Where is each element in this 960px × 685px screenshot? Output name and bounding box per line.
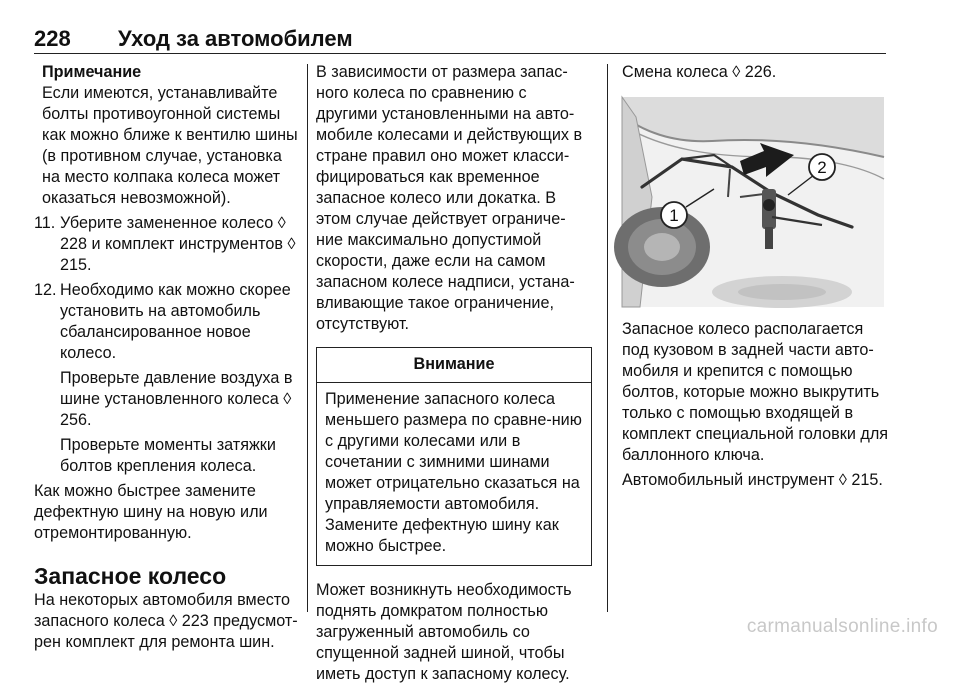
list-item-subtext: Проверьте моменты затяжки болтов крепления колеса.: [60, 436, 276, 475]
paragraph: Как можно быстрее замените дефектную шину на новую или отремонтированную.: [34, 482, 268, 542]
paragraph: На некоторых автомобиля вместо запасного колеса ◊ 223 предусмот-рен комплект для ремонта шин.: [34, 591, 298, 651]
paragraph: В зависимости от размера запас-ного колеса по сравнению с другими установленными на авто-мобиле колесами и действующих в стране правил оно может класси-фицироваться как временное запасное колесо или докатка. В этом случае действует ограниче-ние максимально допустимой скорости, даже если на самом запасном колесе надписи, устана-вливающие такое ограничение, отсутствуют.: [316, 63, 583, 333]
figure-callout: 2: [817, 158, 827, 177]
column-divider: [307, 64, 308, 612]
section-title: Запасное колесо: [34, 563, 227, 589]
warning-title: Внимание: [317, 348, 591, 383]
note-title: Примечание: [42, 63, 142, 81]
list-item: [34, 280, 298, 477]
paragraph: Запасное колесо располагается под кузовом в задней части авто-мобиля и крепится с помощью болтов, которые можно выкрутить только с помощью входящей в комплект специальной головки для баллонного ключа.: [622, 320, 889, 464]
list-item-number: 12.: [34, 281, 57, 299]
cross-reference: Смена колеса ◊ 226.: [622, 63, 777, 81]
watermark: carmanualsonline.info: [746, 616, 938, 637]
column-middle: [316, 62, 592, 685]
spare-wheel-figure: [622, 97, 884, 307]
list-item: [34, 213, 298, 276]
list-item-number: 11.: [34, 214, 56, 232]
page-number: 228: [34, 26, 71, 51]
chapter-title: Уход за автомобилем: [118, 26, 353, 51]
figure-callout: 1: [669, 206, 679, 225]
note-text: Если имеются, устанавливайте болты противоугонной системы как можно ближе к вентилю шины (в противном случае, установка на место колпака колеса может оказаться невозможной).: [42, 84, 298, 207]
list-item-text: Уберите замененное колесо ◊ 228 и комплект инструментов ◊ 215.: [60, 214, 296, 274]
column-right: [622, 62, 892, 491]
column-left: [34, 62, 298, 653]
spare-wheel-illustration: [622, 97, 884, 307]
page-header: [34, 26, 886, 54]
column-divider: [607, 64, 608, 612]
paragraph: Может возникнуть необходимость поднять домкратом полностью загруженный автомобиль со спущенной задней шиной, чтобы иметь доступ к запасному колесу.: [316, 581, 572, 683]
list-item-subtext: Проверьте давление воздуха в шине установленного колеса ◊ 256.: [60, 369, 293, 429]
warning-text: Применение запасного колеса меньшего размера по сравне-нию с другими колесами или в сочетании с зимними шинами может отрицательно сказаться на управляемости автомобиля. Замените дефектную шину как можно быстрее.: [325, 390, 582, 555]
list-item-text: Необходимо как можно скорее установить на автомобиль сбалансированное новое колесо.: [60, 281, 291, 362]
paragraph: Автомобильный инструмент ◊ 215.: [622, 471, 883, 489]
warning-box: [316, 347, 592, 566]
